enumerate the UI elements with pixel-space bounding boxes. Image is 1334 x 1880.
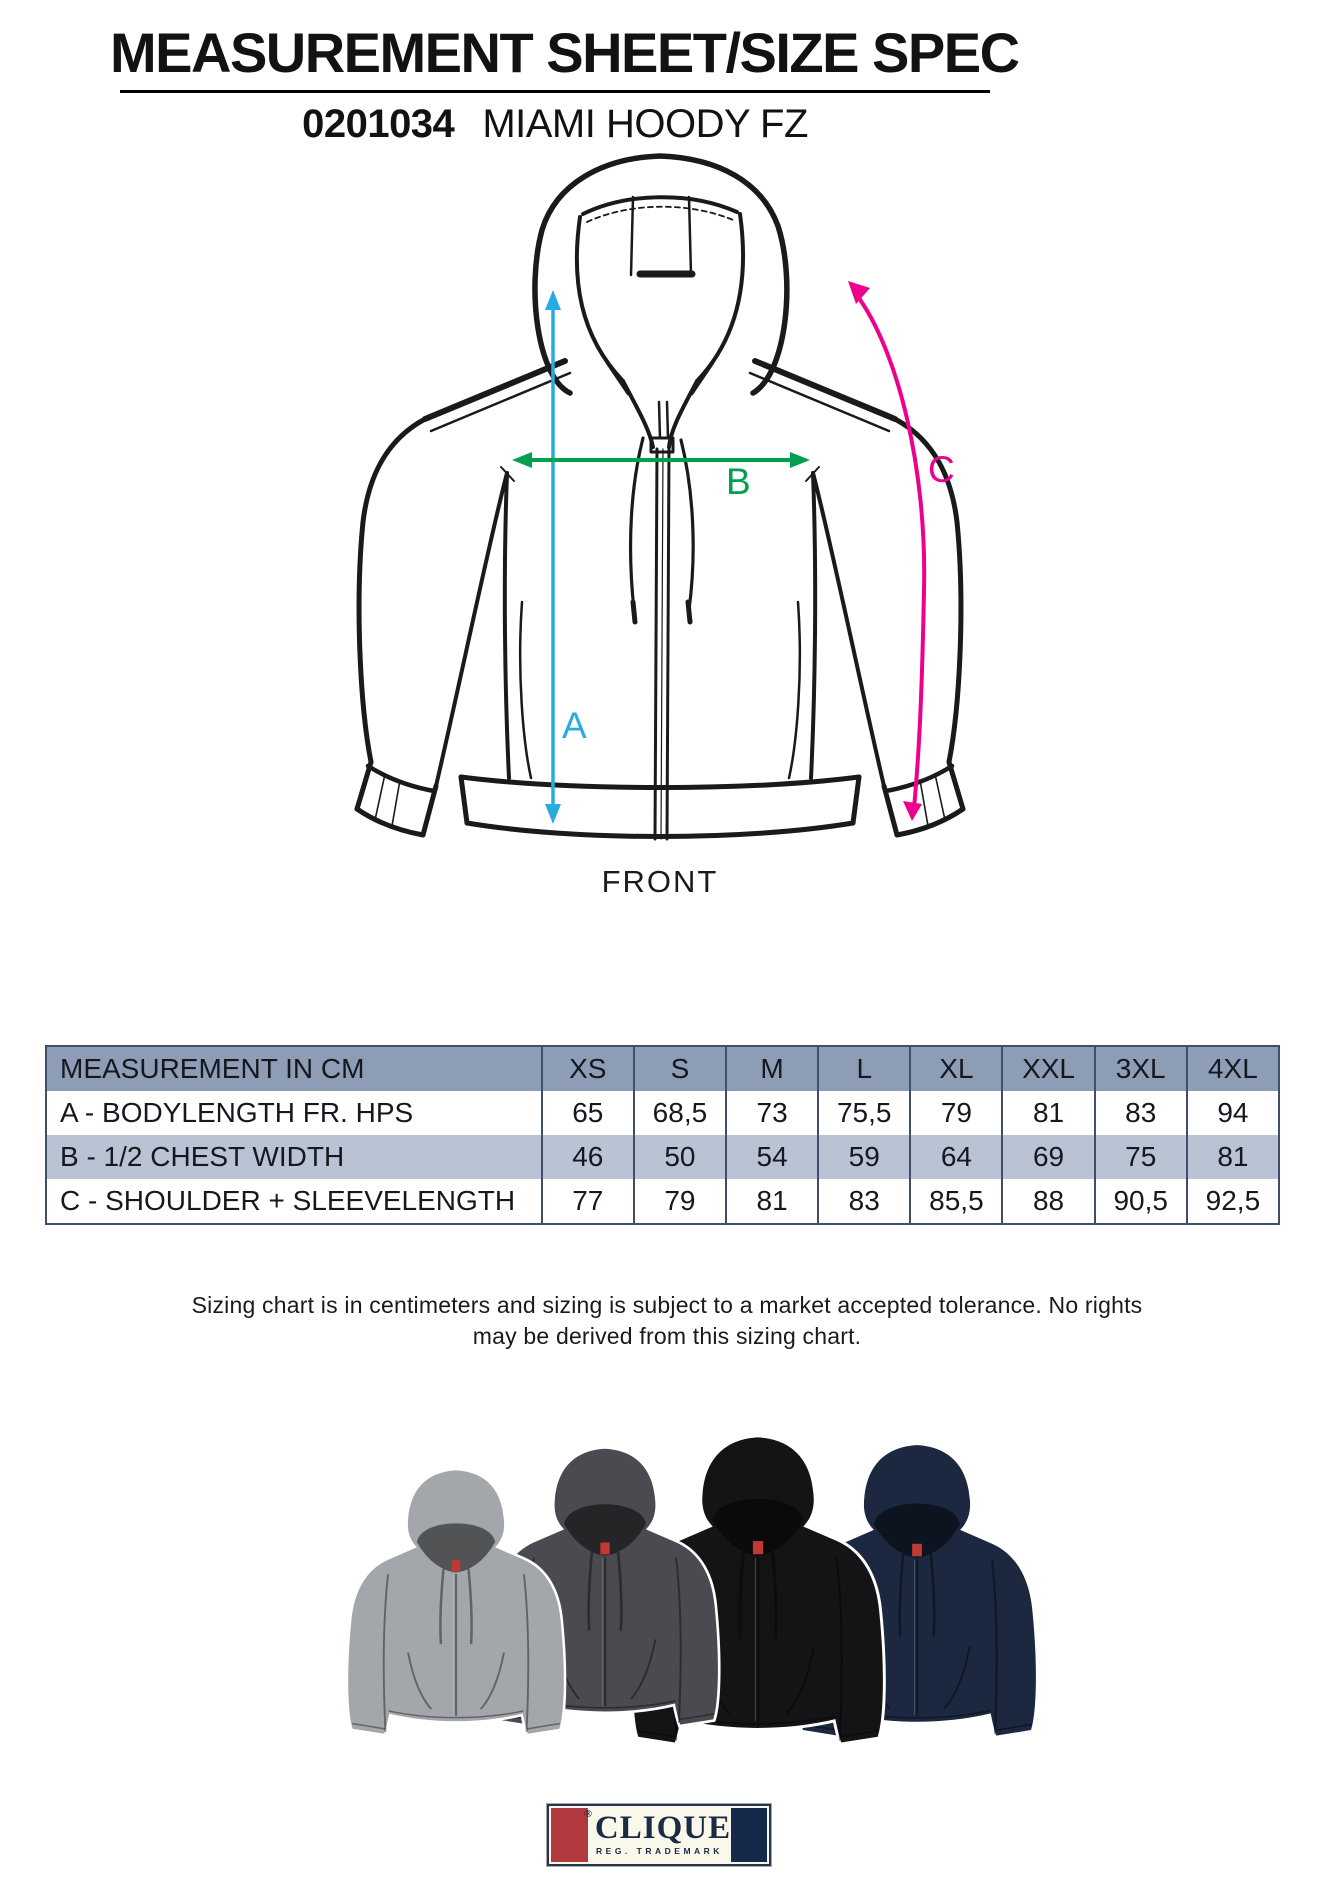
measurement-value: 50 — [634, 1135, 726, 1179]
measurement-value: 64 — [910, 1135, 1002, 1179]
measurement-value: 65 — [542, 1091, 634, 1135]
measurement-value: 59 — [818, 1135, 910, 1179]
disclaimer-line-1: Sizing chart is in centimeters and sizing is subject to a market accepted tolerance. No rights — [191, 1292, 1143, 1318]
measurement-value: 83 — [818, 1179, 910, 1224]
measurement-value: 92,5 — [1187, 1179, 1279, 1224]
title-block — [110, 21, 1019, 147]
measurement-value: 81 — [726, 1179, 818, 1224]
sizing-disclaimer — [67, 1290, 1267, 1352]
logo-text-group — [583, 1806, 732, 1864]
table-row — [46, 1135, 1279, 1179]
measurement-value: 81 — [1187, 1135, 1279, 1179]
size-column-header: S — [634, 1046, 726, 1091]
measurement-value: 85,5 — [910, 1179, 1002, 1224]
measurement-value: 73 — [726, 1091, 818, 1135]
size-column-header: M — [726, 1046, 818, 1091]
measurement-value: 83 — [1095, 1091, 1187, 1135]
size-table-header-row — [46, 1046, 1279, 1091]
clique-logo — [547, 1804, 771, 1866]
measure-arrow-b — [512, 452, 810, 502]
measurement-value: 90,5 — [1095, 1179, 1187, 1224]
measure-label-c: C — [928, 449, 955, 490]
measurement-value: 88 — [1002, 1179, 1094, 1224]
title-underline — [120, 90, 990, 93]
size-column-header: 3XL — [1095, 1046, 1187, 1091]
measurement-value: 68,5 — [634, 1091, 726, 1135]
measure-arrow-a — [545, 290, 587, 824]
measurement-value: 54 — [726, 1135, 818, 1179]
hoodie-line-art — [357, 156, 963, 839]
size-table-body — [46, 1091, 1279, 1224]
measurement-value: 79 — [634, 1179, 726, 1224]
measurement-value: 94 — [1187, 1091, 1279, 1135]
measurement-value: 77 — [542, 1179, 634, 1224]
measurement-row-label: A - BODYLENGTH FR. HPS — [60, 1097, 414, 1128]
measure-arrow-c — [848, 281, 955, 821]
style-number: 0201034 — [302, 101, 455, 146]
brand-tagline: REG. TRADEMARK — [596, 1846, 723, 1857]
size-column-header: 4XL — [1187, 1046, 1279, 1091]
measurement-value: 81 — [1002, 1091, 1094, 1135]
size-column-header: XL — [910, 1046, 1002, 1091]
measurement-value: 46 — [542, 1135, 634, 1179]
measure-label-a: A — [562, 705, 587, 746]
size-column-header: XXL — [1002, 1046, 1094, 1091]
logo-navy-block — [731, 1808, 767, 1862]
size-column-header: XS — [542, 1046, 634, 1091]
measurement-value: 69 — [1002, 1135, 1094, 1179]
product-photo-grey-melange — [330, 1464, 582, 1754]
registered-trademark-icon: ® — [583, 1807, 593, 1820]
size-column-header: L — [818, 1046, 910, 1091]
logo-red-block — [551, 1808, 588, 1862]
disclaimer-line-2: may be derived from this sizing chart. — [472, 1323, 862, 1350]
measurement-value: 75 — [1095, 1135, 1187, 1179]
style-name: MIAMI HOODY FZ — [482, 101, 808, 146]
measure-label-b: B — [726, 461, 751, 502]
measurement-column-header: MEASUREMENT IN CM — [46, 1046, 542, 1091]
page-title: MEASUREMENT SHEET/SIZE SPEC — [110, 21, 1019, 84]
style-subtitle — [110, 102, 1000, 147]
table-row — [46, 1091, 1279, 1135]
front-view-label: FRONT — [601, 864, 719, 899]
size-spec-table — [45, 1045, 1280, 1225]
measurement-value: 75,5 — [818, 1091, 910, 1135]
hoodie-measurement-diagram — [330, 150, 990, 850]
brand-name: CLIQUE — [594, 1809, 732, 1846]
measurement-row-label: C - SHOULDER + SLEEVELENGTH — [60, 1185, 516, 1216]
table-row — [46, 1179, 1279, 1224]
measurement-value: 79 — [910, 1091, 1002, 1135]
measurement-row-label: B - 1/2 CHEST WIDTH — [60, 1141, 345, 1172]
